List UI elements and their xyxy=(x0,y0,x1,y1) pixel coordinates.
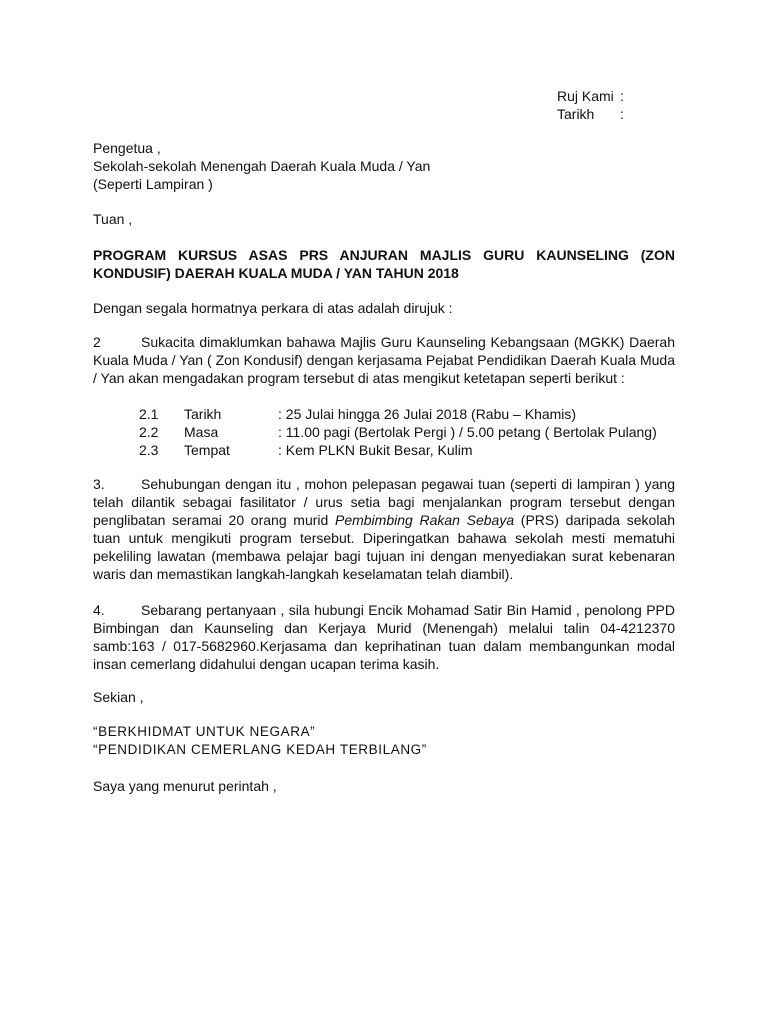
closing-line: Sekian , xyxy=(93,689,144,705)
motto-line-1: “BERKHIDMAT UNTUK NEGARA” xyxy=(93,724,316,739)
detail-label: Tempat xyxy=(184,442,230,458)
detail-number: 2.3 xyxy=(139,442,159,458)
recipient-line-2: Sekolah-sekolah Menengah Daerah Kuala Muda / Yan xyxy=(93,158,431,174)
motto-line-2: “PENDIDIKAN CEMERLANG KEDAH TERBILANG” xyxy=(93,742,427,757)
paragraph-3-text-cont: (PRS) daripada sekolah tuan untuk mengikuti program tersebut. Diperingatkan bahawa sekolah mesti mematuhi pekeliling lawatan (membawa pelajar bagi tujuan ini dengan menyediakan surat kebenaran waris dan memastikan langkah-langkah keselamatan telah diambil). xyxy=(93,512,675,582)
detail-value: : 11.00 pagi (Bertolak Pergi ) / 5.00 petang ( Bertolak Pulang) xyxy=(278,424,657,440)
ruj-kami-colon: : xyxy=(620,88,624,104)
detail-value: : 25 Julai hingga 26 Julai 2018 (Rabu – Khamis) xyxy=(278,406,577,422)
detail-number: 2.1 xyxy=(139,406,159,422)
paragraph-4 xyxy=(93,601,675,673)
opening-line: Dengan segala hormatnya perkara di atas adalah dirujuk : xyxy=(93,300,453,316)
paragraph-2-text: Sukacita dimaklumkan bahawa Majlis Guru Kaunseling Kebangsaan (MGKK) Daerah Kuala Muda / Yan ( Zon Kondusif) dengan kerjasama Pejabat Pendidikan Daerah Kuala Muda / Yan akan mengadakan program tersebut di atas mengikut ketetapan seperti berikut : xyxy=(93,334,675,386)
detail-value: : Kem PLKN Bukit Besar, Kulim xyxy=(278,442,473,458)
detail-label: Masa xyxy=(184,424,219,440)
tarikh-row xyxy=(557,105,624,123)
recipient-address xyxy=(93,139,675,193)
motto-block xyxy=(93,723,675,759)
detail-label: Tarikh xyxy=(184,406,222,422)
salutation: Tuan , xyxy=(93,211,133,227)
reference-block xyxy=(557,87,624,123)
paragraph-2 xyxy=(93,333,675,387)
paragraph-3-text: Sehubungan dengan itu , mohon pelepasan pegawai tuan (seperti di lampiran ) yang telah dilantik sebagai fasilitator / urus setia bagi menjalankan program tersebut dengan penglibatan seramai 20 orang murid xyxy=(93,476,675,528)
recipient-line-1: Pengetua , xyxy=(93,140,161,156)
ruj-kami-label: Ruj Kami xyxy=(557,88,614,104)
detail-number: 2.2 xyxy=(139,424,159,440)
tarikh-colon: : xyxy=(620,106,624,122)
letter-subject: PROGRAM KURSUS ASAS PRS ANJURAN MAJLIS GURU KAUNSELING (ZON KONDUSIF) DAERAH KUALA MUDA / YAN TAHUN 2018 xyxy=(93,247,675,281)
paragraph-4-number: 4. xyxy=(93,602,105,618)
paragraph-3 xyxy=(93,475,675,583)
paragraph-3-italic-term: Pembimbing Rakan Sebaya xyxy=(334,512,515,528)
recipient-line-3: (Seperti Lampiran ) xyxy=(93,176,213,192)
ruj-kami-row xyxy=(557,87,624,105)
tarikh-label: Tarikh xyxy=(557,106,595,122)
signoff-line: Saya yang menurut perintah , xyxy=(93,778,277,794)
program-details xyxy=(93,405,675,459)
paragraph-4-text: Sebarang pertanyaan , sila hubungi Encik Mohamad Satir Bin Hamid , penolong PPD Bimbingan dan Kaunseling dan Kerjaya Murid (Menengah) melalui talin 04-4212370 samb:163 / 017-5682960.Kerjasama dan keprihatinan tuan dalam membangunkan modal insan cemerlang didahului dengan ucapan terima kasih. xyxy=(93,602,675,672)
paragraph-3-number: 3. xyxy=(93,476,105,492)
paragraph-2-number: 2 xyxy=(93,334,101,350)
